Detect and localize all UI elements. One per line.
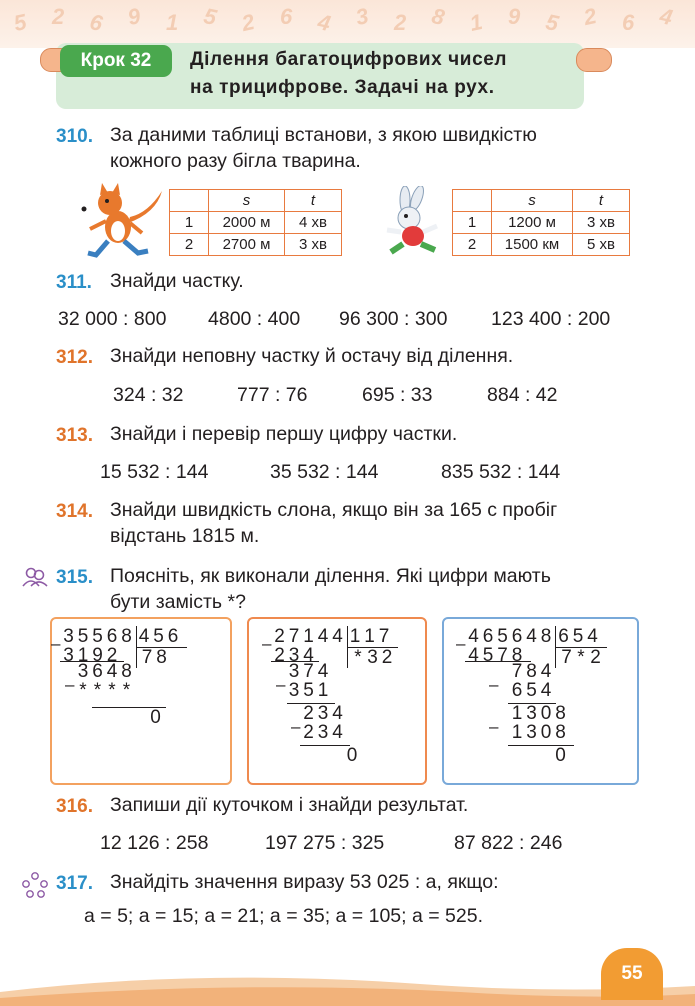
remainder-digit: 4: [106, 661, 118, 682]
minus-sign: –: [291, 717, 301, 736]
dividend-digit: 4: [317, 626, 329, 647]
remainder-digit: 4: [540, 661, 552, 682]
table-header-cell: s: [492, 190, 573, 212]
background-digit: 2: [239, 9, 257, 37]
minus-sign: –: [65, 675, 75, 694]
exercise-313-text: Знайди і перевір першу цифру частки.: [110, 423, 458, 445]
table-header-cell: [170, 190, 209, 212]
expression: 4800 : 400: [208, 308, 301, 330]
expression: 777 : 76: [237, 384, 308, 406]
exercise-312-items: [0, 384, 695, 408]
table-cell: 2000 м: [209, 212, 285, 234]
table-header-cell: t: [285, 190, 342, 212]
background-digit: 5: [543, 9, 561, 37]
dividend-digit: 4: [526, 626, 537, 647]
subtrahend-digit: 9: [92, 645, 103, 666]
divisor-digit: 6: [558, 626, 569, 647]
divisor-digit: 4: [587, 626, 598, 647]
background-digit: 2: [394, 10, 407, 35]
expression: 87 822 : 246: [454, 832, 563, 854]
expression: 32 000 : 800: [58, 308, 167, 330]
final-remainder-digit: 0: [555, 745, 566, 766]
exercise-310-text-line1: За даними таблиці встанови, з якою швидкістю: [110, 124, 537, 146]
divisor-digit: 5: [153, 626, 164, 647]
expression: 15 532 : 144: [100, 461, 209, 483]
subtrahend-digit: 1: [317, 680, 329, 701]
table-cell: 1200 м: [492, 212, 573, 234]
subtrahend-digit: 6: [511, 680, 523, 701]
expression: 835 532 : 144: [441, 461, 561, 483]
subtrahend-digit: 3: [526, 722, 537, 743]
quotient-digit: 7: [561, 647, 572, 668]
pair-work-icon: [22, 567, 48, 587]
divisor-digit: 7: [378, 626, 390, 647]
background-digit: 9: [508, 4, 521, 29]
footer-wave: [0, 962, 695, 1006]
expression: 35 532 : 144: [270, 461, 379, 483]
exercise-310-text-line2: кожного разу бігла тварина.: [110, 150, 361, 172]
exercise-312-text: Знайди неповну частку й остачу від ділення.: [110, 345, 514, 367]
subtrahend-digit: 5: [482, 645, 494, 666]
divisor-digit: 4: [138, 626, 150, 647]
exercise-317-text: Знайдіть значення виразу 53 025 : a, якщо:: [110, 871, 499, 893]
dividend-digit: 6: [106, 626, 118, 647]
expression: 12 126 : 258: [100, 832, 209, 854]
subtrahend-digit: 1: [511, 722, 523, 743]
background-digit: 6: [622, 10, 635, 35]
minus-sign: –: [51, 634, 61, 653]
dividend-digit: 7: [288, 626, 300, 647]
table-cell: 1500 км: [492, 234, 573, 256]
expression: 123 400 : 200: [491, 308, 611, 330]
dividend-digit: 8: [540, 626, 552, 647]
background-digit: 2: [52, 4, 65, 29]
subtrahend-digit: 7: [497, 645, 508, 666]
divisor-digit: 1: [349, 626, 361, 647]
division-line: [300, 745, 350, 746]
final-remainder-digit: 0: [150, 707, 161, 728]
exercise-314-text-line2: відстань 1815 м.: [110, 525, 260, 547]
background-digit: 4: [657, 3, 675, 31]
quotient-digit: 3: [367, 647, 378, 668]
subtrahend-digit: 4: [303, 645, 314, 666]
exercise-314-number: 314.: [56, 501, 93, 522]
hidden-digit: *: [79, 680, 87, 701]
exercise-314-text-line1: Знайди швидкість слона, якщо він за 165 с пробіг: [110, 499, 558, 521]
remainder-digit: 3: [77, 661, 89, 682]
final-remainder-digit: 0: [346, 745, 358, 766]
background-digit: 1: [166, 10, 179, 35]
table-cell: 5 хв: [573, 234, 630, 256]
dividend-digit: 8: [121, 626, 132, 647]
remainder-digit: 6: [92, 661, 103, 682]
subtrahend-digit: 4: [540, 680, 552, 701]
exercise-311-items: [0, 308, 695, 332]
background-digit: 8: [429, 3, 447, 31]
background-digit: 5: [11, 9, 29, 37]
subtrahend-digit: 2: [303, 722, 314, 743]
exercise-313-items: [0, 461, 695, 485]
exercise-311-text: Знайди частку.: [110, 270, 244, 292]
dividend-digit: 5: [497, 626, 508, 647]
lesson-title-line1: Ділення багатоцифрових чисел: [190, 49, 508, 70]
hidden-digit: *: [108, 680, 116, 701]
divisor-digit: 5: [572, 626, 584, 647]
exercise-315-text-line1: Поясніть, як виконали ділення. Які цифри мають: [110, 565, 551, 587]
dividend-digit: 5: [77, 626, 89, 647]
quotient-digit: *: [577, 647, 585, 668]
running-fox-icon: [78, 183, 164, 261]
background-digit: 6: [87, 9, 105, 37]
quotient-digit: 8: [156, 647, 167, 668]
table-cell: 3 хв: [285, 234, 342, 256]
subtrahend-digit: 3: [288, 645, 300, 666]
remainder-digit: 3: [526, 703, 537, 724]
dividend-digit: 4: [332, 626, 343, 647]
quotient-digit: *: [354, 647, 362, 668]
background-digit: 4: [315, 9, 333, 37]
remainder-digit: 7: [511, 661, 523, 682]
dividend-digit: 3: [63, 626, 74, 647]
subtrahend-digit: 3: [63, 645, 74, 666]
divisor-digit: 1: [364, 626, 375, 647]
expression: 884 : 42: [487, 384, 558, 406]
table-cell: 3 хв: [573, 212, 630, 234]
dividend-digit: 5: [92, 626, 103, 647]
remainder-digit: 3: [288, 661, 300, 682]
subtrahend-digit: 5: [303, 680, 314, 701]
exercise-317-values: a = 5; a = 15; a = 21; a = 35; a = 105; a = 525.: [84, 905, 483, 927]
remainder-digit: 1: [511, 703, 523, 724]
background-digit: 1: [467, 9, 485, 37]
exercise-317-number: 317.: [56, 873, 93, 894]
exercise-315-text-line2: бути замість *?: [110, 591, 246, 613]
exercise-310-number: 310.: [56, 126, 93, 147]
subtrahend-digit: 0: [540, 722, 552, 743]
running-rabbit-icon: [383, 186, 445, 260]
subtrahend-digit: 1: [77, 645, 89, 666]
background-digit: 3: [353, 3, 371, 31]
expression: 324 : 32: [113, 384, 184, 406]
header-background: [0, 0, 695, 48]
table-cell: 1: [453, 212, 492, 234]
subtrahend-digit: 3: [288, 680, 300, 701]
subtrahend-digit: 2: [106, 645, 118, 666]
exercise-312-number: 312.: [56, 347, 93, 368]
background-digit: 2: [581, 3, 599, 31]
table-header-cell: [453, 190, 492, 212]
quotient-digit: 2: [381, 647, 393, 668]
divisor-digit: 6: [167, 626, 179, 647]
exercise-313-number: 313.: [56, 425, 93, 446]
remainder-digit: 8: [526, 661, 537, 682]
remainder-digit: 8: [121, 661, 132, 682]
dividend-digit: 4: [468, 626, 479, 647]
step-label: Крок 32: [60, 45, 172, 77]
table-cell: 1: [170, 212, 209, 234]
remainder-digit: 2: [303, 703, 314, 724]
expression: 96 300 : 300: [339, 308, 448, 330]
hidden-digit: *: [122, 680, 131, 701]
table-cell: 2: [453, 234, 492, 256]
exercise-316-number: 316.: [56, 796, 93, 817]
minus-sign: –: [456, 634, 466, 653]
remainder-digit: 3: [317, 703, 329, 724]
rabbit-data-table: [452, 189, 630, 256]
exercise-316-text: Запиши дії куточком і знайди результат.: [110, 794, 469, 816]
fox-data-table: [169, 189, 342, 256]
dividend-digit: 2: [274, 626, 285, 647]
subtrahend-digit: 4: [332, 722, 343, 743]
dividend-digit: 6: [482, 626, 494, 647]
subtrahend-digit: 2: [274, 645, 285, 666]
lesson-title-line2: на трицифрове. Задачі на рух.: [190, 77, 495, 98]
remainder-digit: 0: [540, 703, 552, 724]
table-header-cell: t: [573, 190, 630, 212]
remainder-digit: 4: [317, 661, 329, 682]
background-digit: 5: [201, 3, 219, 31]
quotient-digit: 2: [590, 647, 601, 668]
table-header-cell: s: [209, 190, 285, 212]
remainder-digit: 4: [332, 703, 343, 724]
background-digit: 9: [125, 3, 143, 31]
dividend-digit: 6: [511, 626, 523, 647]
minus-sign: –: [489, 717, 499, 736]
minus-sign: –: [262, 634, 272, 653]
pointing-hand-right-icon: [576, 48, 612, 72]
remainder-digit: 7: [303, 661, 314, 682]
quotient-digit: 7: [141, 647, 153, 668]
subtrahend-digit: 3: [317, 722, 329, 743]
exercise-316-items: [0, 832, 695, 856]
remainder-digit: 8: [555, 703, 566, 724]
exercise-315-number: 315.: [56, 567, 93, 588]
minus-sign: –: [276, 675, 286, 694]
exercise-311-number: 311.: [56, 272, 92, 293]
dividend-digit: 1: [303, 626, 314, 647]
subtrahend-digit: 8: [511, 645, 523, 666]
table-cell: 2: [170, 234, 209, 256]
table-cell: 4 хв: [285, 212, 342, 234]
subtrahend-digit: 8: [555, 722, 566, 743]
background-digit: 6: [280, 4, 293, 29]
subtrahend-digit: 4: [468, 645, 479, 666]
subtrahend-digit: 5: [526, 680, 537, 701]
minus-sign: –: [489, 675, 499, 694]
hidden-digit: *: [93, 680, 102, 701]
group-work-icon: [22, 872, 48, 898]
table-cell: 2700 м: [209, 234, 285, 256]
expression: 695 : 33: [362, 384, 433, 406]
expression: 197 275 : 325: [265, 832, 385, 854]
page-number: 55: [601, 948, 663, 1000]
